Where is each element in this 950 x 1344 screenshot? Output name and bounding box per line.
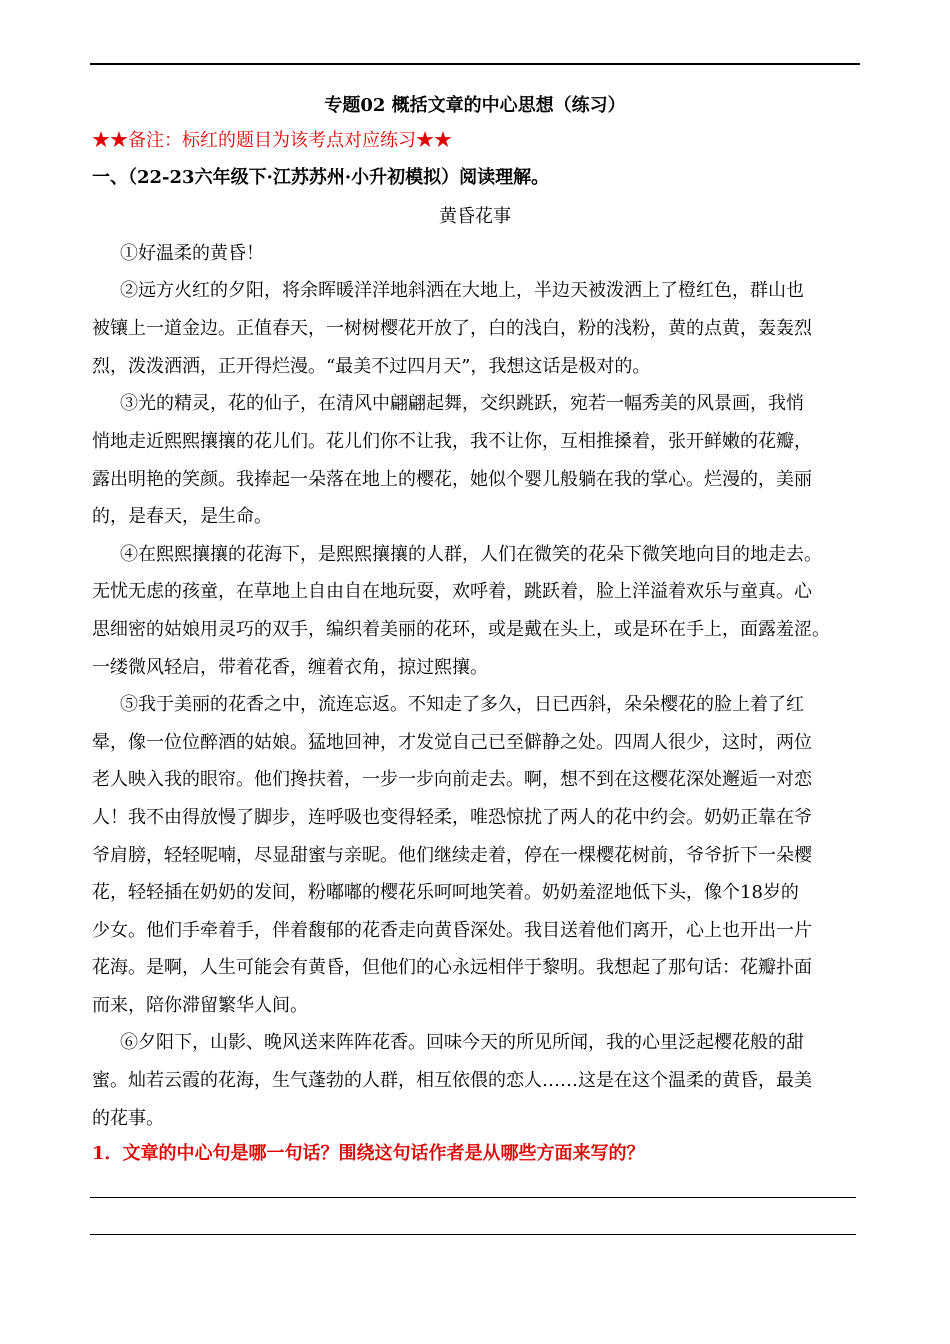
- paragraph-line: 露出明艳的笑颜。我捧起一朵落在地上的樱花，她似个婴儿般躺在我的掌心。烂漫的，美丽: [92, 469, 812, 490]
- paragraph-line: 而来，陪你滞留繁华人间。: [92, 995, 308, 1016]
- header-rule: [90, 63, 860, 65]
- red-note: ★★备注：标红的题目为该考点对应练习★★: [92, 130, 452, 151]
- paragraph-line: 悄地走近熙熙攘攘的花儿们。花儿们你不让我，我不让你，互相推搡着，张开鲜嫩的花瓣，: [92, 431, 812, 452]
- paragraph-line: 晕，像一位位醉酒的姑娘。猛地回神，才发觉自己已至僻静之处。四周人很少，这时，两位: [92, 732, 812, 753]
- paragraph-line: 无忧无虑的孩童，在草地上自由自在地玩耍，欢呼着，跳跃着，脸上洋溢着欢乐与童真。心: [92, 581, 812, 602]
- paragraph-line: ①好温柔的黄昏！: [120, 243, 264, 264]
- article-title: 黄昏花事: [439, 206, 511, 227]
- paragraph-line: ②远方火红的夕阳，将余晖暖洋洋地斜洒在大地上，半边天被泼洒上了橙红色，群山也: [120, 280, 804, 301]
- question-1: 1．文章的中心句是哪一句话？围绕这句话作者是从哪些方面来写的？: [92, 1143, 645, 1164]
- paragraph-line: ③光的精灵，花的仙子，在清风中翩翩起舞，交织跳跃，宛若一幅秀美的风景画，我悄: [120, 393, 804, 414]
- paragraph-line: 花，轻轻插在奶奶的发间，粉嘟嘟的樱花乐呵呵地笑着。奶奶羞涩地低下头，像个18岁的: [92, 882, 799, 903]
- paragraph-line: 的，是春天，是生命。: [92, 506, 272, 527]
- paragraph-line: 烈，泼泼洒洒，正开得烂漫。“最美不过四月天”，我想这话是极对的。: [92, 356, 651, 377]
- answer-line[interactable]: [90, 1197, 856, 1198]
- paragraph-line: ⑤我于美丽的花香之中，流连忘返。不知走了多久，日已西斜，朵朵樱花的脸上着了红: [120, 694, 804, 715]
- paragraph-line: 被镶上一道金边。正值春天，一树树樱花开放了，白的浅白，粉的浅粉，黄的点黄，轰轰烈: [92, 318, 812, 339]
- answer-line[interactable]: [90, 1234, 856, 1235]
- paragraph-line: 老人映入我的眼帘。他们搀扶着，一步一步向前走去。啊，想不到在这樱花深处邂逅一对恋: [92, 769, 812, 790]
- paragraph-line: 蜜。灿若云霞的花海，生气蓬勃的人群，相互依偎的恋人……这是在这个温柔的黄昏，最美: [92, 1070, 812, 1091]
- paragraph-line: ⑥夕阳下，山影、晚风送来阵阵花香。回味今天的所见所闻，我的心里泛起樱花般的甜: [120, 1032, 804, 1053]
- paragraph-line: 人！我不由得放慢了脚步，连呼吸也变得轻柔，唯恐惊扰了两人的花中约会。奶奶正靠在爷: [92, 807, 812, 828]
- worksheet-title: 专题02 概括文章的中心思想（练习）: [324, 95, 626, 116]
- paragraph-line: 一缕微风轻启，带着花香，缠着衣角，掠过熙攘。: [92, 657, 488, 678]
- paragraph-line: 少女。他们手牵着手，伴着馥郁的花香走向黄昏深处。我目送着他们离开，心上也开出一片: [92, 920, 812, 941]
- paragraph-line: 思细密的姑娘用灵巧的双手，编织着美丽的花环，或是戴在头上，或是环在手上，面露羞涩。: [92, 619, 830, 640]
- paragraph-line: 爷肩膀，轻轻呢喃，尽显甜蜜与亲昵。他们继续走着，停在一棵樱花树前，爷爷折下一朵樱: [92, 845, 812, 866]
- section-heading: 一、（22-23六年级下·江苏苏州·小升初模拟）阅读理解。: [92, 167, 550, 188]
- paragraph-line: ④在熙熙攘攘的花海下，是熙熙攘攘的人群，人们在微笑的花朵下微笑地向目的地走去。: [120, 544, 822, 565]
- paragraph-line: 花海。是啊，人生可能会有黄昏，但他们的心永远相伴于黎明。我想起了那句话：花瓣扑面: [92, 957, 812, 978]
- paragraph-line: 的花事。: [92, 1108, 164, 1129]
